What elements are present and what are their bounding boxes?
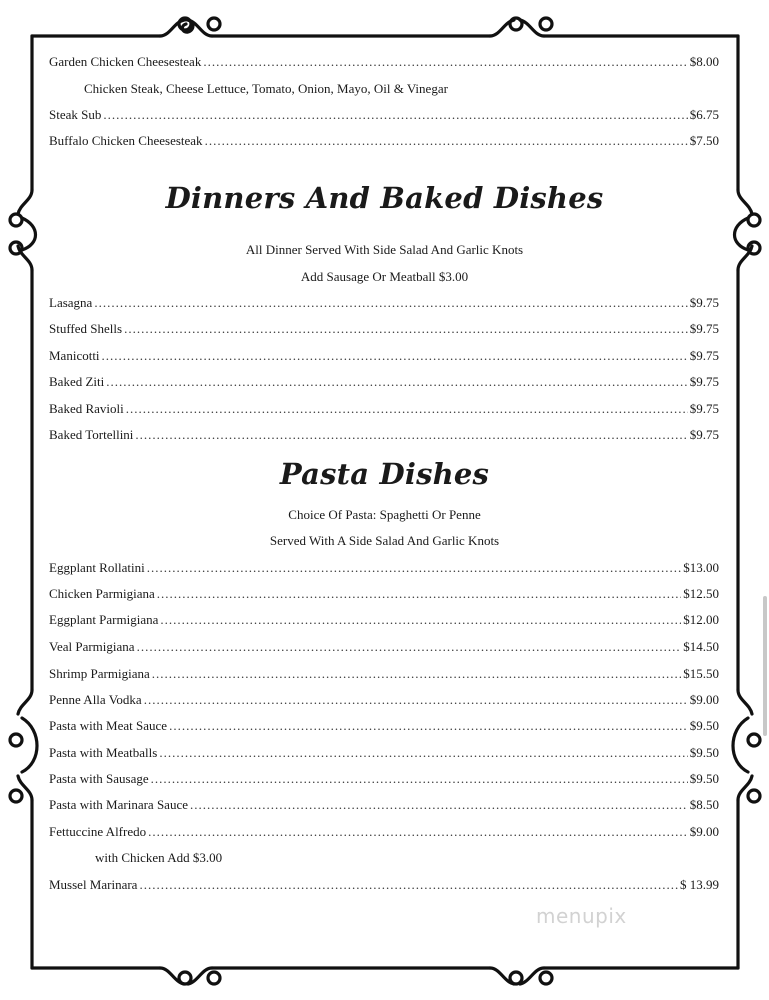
leader-dots xyxy=(203,54,687,70)
item-price: $7.50 xyxy=(689,133,719,148)
menu-item xyxy=(49,745,719,761)
item-price: $15.50 xyxy=(683,666,719,681)
item-price: $6.75 xyxy=(689,107,719,122)
section-title-pasta: Pasta Dishes xyxy=(279,457,490,491)
item-price: $9.75 xyxy=(689,374,719,389)
menu-item xyxy=(49,797,719,813)
item-name: Pasta with Sausage xyxy=(49,771,149,786)
item-name: Pasta with Marinara Sauce xyxy=(49,797,188,812)
leader-dots xyxy=(106,374,688,390)
menu-item xyxy=(49,771,719,787)
top-scroll-ornaments xyxy=(160,18,552,36)
item-name: Pasta with Meat Sauce xyxy=(49,718,168,733)
item-name: Eggplant Rollatini xyxy=(49,560,145,575)
item-name: Baked Ravioli xyxy=(49,401,124,416)
item-price: $9.75 xyxy=(689,321,719,336)
menu-item xyxy=(49,321,719,337)
item-price: $9.50 xyxy=(689,718,719,733)
leader-dots xyxy=(152,666,682,682)
menu-item xyxy=(49,877,719,893)
item-price: $8.00 xyxy=(689,54,719,69)
item-price: $12.00 xyxy=(683,612,719,627)
item-description: Chicken Steak, Cheese Lettuce, Tomato, Onion, Mayo, Oil & Vinegar xyxy=(84,81,448,96)
leader-dots xyxy=(205,133,688,149)
item-addon: with Chicken Add $3.00 xyxy=(95,850,223,865)
item-price: $12.50 xyxy=(683,586,719,601)
item-price: $9.00 xyxy=(689,824,719,839)
menu-item xyxy=(49,348,719,364)
leader-dots xyxy=(144,692,688,708)
section-note: Add Sausage Or Meatball $3.00 xyxy=(300,269,469,284)
item-name: Veal Parmigiana xyxy=(49,639,135,654)
menu-item xyxy=(49,692,719,708)
item-name: Chicken Parmigiana xyxy=(49,586,155,601)
item-price: $13.00 xyxy=(683,560,719,575)
leader-dots xyxy=(124,321,688,337)
item-name: Lasagna xyxy=(49,295,93,310)
item-price: $9.00 xyxy=(689,692,719,707)
item-name: Garden Chicken Cheesesteak xyxy=(49,54,202,69)
watermark-logo: menupix xyxy=(536,904,627,928)
section-note: Choice Of Pasta: Spaghetti Or Penne xyxy=(288,507,481,522)
item-name: Baked Tortellini xyxy=(49,427,134,442)
section-note: Served With A Side Salad And Garlic Knots xyxy=(269,533,500,548)
menu-item xyxy=(49,586,719,602)
leader-dots xyxy=(135,427,687,443)
item-name: Manicotti xyxy=(49,348,100,363)
menu-item xyxy=(49,639,719,655)
menu-item xyxy=(49,133,719,149)
menu-item xyxy=(49,107,719,123)
menu-item xyxy=(49,401,719,417)
leader-dots xyxy=(94,295,687,311)
leader-dots xyxy=(103,107,687,123)
item-name: Steak Sub xyxy=(49,107,102,122)
menu-item xyxy=(49,666,719,682)
menu-item xyxy=(49,374,719,390)
item-name: Shrimp Parmigiana xyxy=(49,666,150,681)
item-price: $9.50 xyxy=(689,771,719,786)
item-price: $14.50 xyxy=(683,639,719,654)
leader-dots xyxy=(147,560,682,576)
leader-dots xyxy=(151,771,688,787)
leader-dots xyxy=(160,612,681,628)
leader-dots xyxy=(137,639,682,655)
item-price: $9.75 xyxy=(689,295,719,310)
leader-dots xyxy=(157,586,681,602)
menu-item xyxy=(49,427,719,443)
leader-dots xyxy=(102,348,688,364)
leader-dots xyxy=(159,745,687,761)
scrollbar-thumb[interactable] xyxy=(763,596,767,736)
item-price: $9.75 xyxy=(689,427,719,442)
item-name: Fettuccine Alfredo xyxy=(49,824,147,839)
menu-item xyxy=(49,824,719,840)
item-name: Stuffed Shells xyxy=(49,321,123,336)
menu-item xyxy=(49,718,719,734)
item-price: $9.50 xyxy=(689,745,719,760)
menu-item xyxy=(49,612,719,628)
item-price: $9.75 xyxy=(689,348,719,363)
leader-dots xyxy=(169,718,688,734)
leader-dots xyxy=(139,877,678,893)
item-name: Buffalo Chicken Cheesesteak xyxy=(49,133,203,148)
section-note: All Dinner Served With Side Salad And Garlic Knots xyxy=(245,242,524,257)
item-name: Pasta with Meatballs xyxy=(49,745,158,760)
menu-item xyxy=(49,295,719,311)
bottom-scroll-ornaments xyxy=(160,968,552,984)
leader-dots xyxy=(190,797,688,813)
item-name: Mussel Marinara xyxy=(49,877,138,892)
item-name: Penne Alla Vodka xyxy=(49,692,142,707)
item-price: $ 13.99 xyxy=(680,877,719,892)
menu-item xyxy=(49,54,719,70)
section-title-dinners: Dinners And Baked Dishes xyxy=(165,181,604,215)
item-price: $8.50 xyxy=(689,797,719,812)
leader-dots xyxy=(126,401,688,417)
item-price: $9.75 xyxy=(689,401,719,416)
menu-item xyxy=(49,560,719,576)
item-name: Eggplant Parmigiana xyxy=(49,612,159,627)
item-name: Baked Ziti xyxy=(49,374,105,389)
leader-dots xyxy=(148,824,688,840)
